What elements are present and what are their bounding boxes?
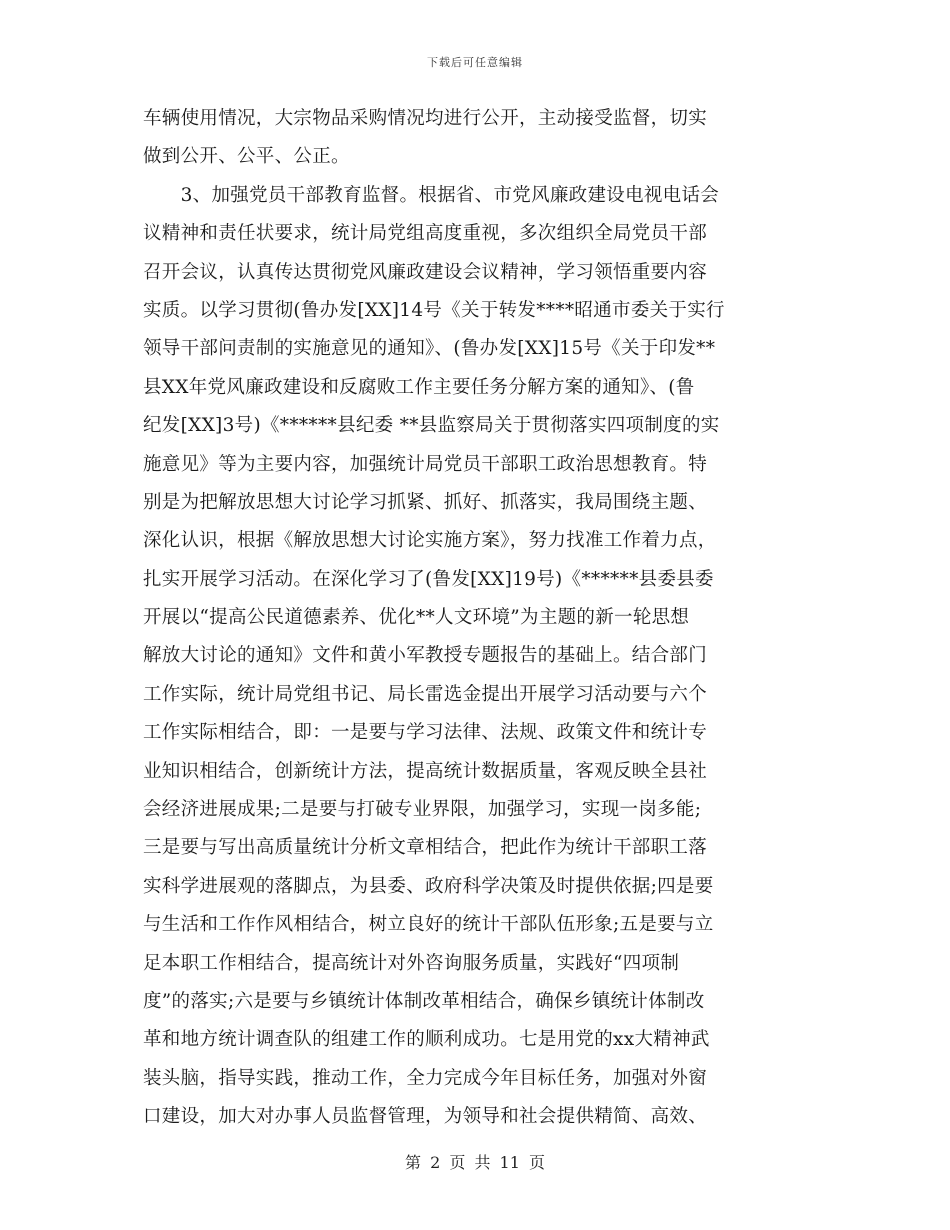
text-line: 实质。以学习贯彻(鲁办发[XX]14号《关于转发****昭通市委关于实行	[143, 299, 725, 321]
paragraph-start-line: 3、加强党员干部教育监督。根据省、市党风廉政建设电视电话会	[143, 184, 720, 206]
text-line: 深化认识，根据《解放思想大讨论实施方案》，努力找准工作着力点，	[143, 530, 717, 552]
text-line: 领导干部问责制的实施意见的通知》、(鲁办发[XX]15号《关于印发**	[143, 338, 716, 360]
document-body	[143, 100, 809, 1137]
text-line: 施意见》等为主要内容，加强统计局党员干部职工政治思想教育。特	[143, 453, 708, 475]
text-line: 口建设，加大对办事人员监督管理，为领导和社会提供精简、高效、	[143, 1106, 708, 1128]
text-line: 革和地方统计调查队的组建工作的顺利成功。七是用党的xx大精神武	[143, 1029, 710, 1051]
text-line: 业知识相结合，创新统计方法，提高统计数据质量，客观反映全县社	[143, 760, 708, 782]
text-line: 工作实际，统计局党组书记、局长雷选金提出开展学习活动要与六个	[143, 683, 708, 705]
text-line: 县XX年党风廉政建设和反腐败工作主要任务分解方案的通知》、(鲁	[143, 376, 695, 398]
text-line: 解放大讨论的通知》文件和黄小军教授专题报告的基础上。结合部门	[143, 645, 708, 667]
text-line: 车辆使用情况，大宗物品采购情况均进行公开，主动接受监督，切实	[143, 108, 708, 129]
page-header-note: 下载后可任意编辑	[427, 56, 523, 69]
text-line: 足本职工作相结合，提高统计对外咨询服务质量，实践好“四项制	[143, 952, 680, 974]
text-line: 召开会议，认真传达贯彻党风廉政建设会议精神，学习领悟重要内容	[143, 261, 708, 283]
text-line: 工作实际相结合，即：一是要与学习法律、法规、政策文件和统计专	[143, 722, 708, 744]
text-line: 议精神和责任状要求，统计局党组高度重视，多次组织全局党员干部	[143, 223, 708, 245]
text-line: 扎实开展学习活动。在深化学习了(鲁发[XX]19号)《******县委县委	[143, 568, 714, 590]
text-line: 做到公开、公平、公正。	[143, 146, 350, 168]
text-line: 纪发[XX]3号)《******县纪委 **县监察局关于贯彻落实四项制度的实	[143, 415, 720, 437]
text-line: 别是为把解放思想大讨论学习抓紧、抓好、抓落实，我局围绕主题、	[143, 491, 708, 513]
text-line: 度”的落实;六是要与乡镇统计体制改革相结合，确保乡镇统计体制改	[143, 990, 705, 1012]
text-line: 装头脑，指导实践，推动工作，全力完成今年目标任务，加强对外窗	[143, 1067, 708, 1089]
text-line: 三是要与写出高质量统计分析文章相结合，把此作为统计干部职工落	[143, 837, 708, 859]
text-line: 实科学进展观的落脚点，为县委、政府科学决策及时提供依据;四是要	[143, 875, 714, 897]
page-number-footer: 第 2 页 共 11 页	[405, 1153, 545, 1172]
text-line: 开展以“提高公民道德素养、优化**人文环境”为主题的新一轮思想	[143, 607, 690, 629]
text-line: 与生活和工作作风相结合，树立良好的统计干部队伍形象;五是要与立	[143, 914, 714, 936]
text-line: 会经济进展成果;二是要与打破专业界限，加强学习，实现一岗多能;	[143, 799, 702, 821]
